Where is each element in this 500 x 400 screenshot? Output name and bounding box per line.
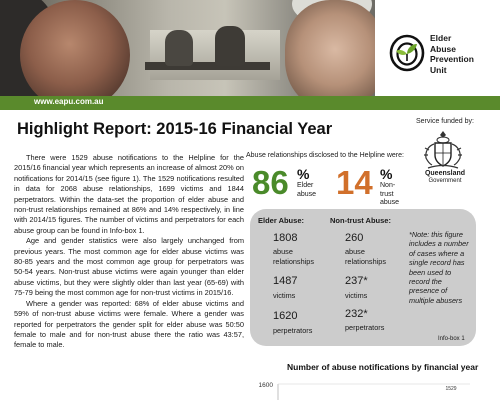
percent-sign: % <box>380 166 393 182</box>
logo-text: Elder Abuse Prevention Unit <box>430 33 474 75</box>
body-text <box>14 153 244 351</box>
notifications-chart <box>250 376 500 400</box>
elder-abuse-stat <box>252 163 317 203</box>
eapu-logo-icon <box>388 32 426 72</box>
website-link[interactable]: www.eapu.com.au <box>34 97 104 106</box>
photo-man <box>285 0 375 96</box>
banner-photo <box>0 0 375 96</box>
y-tick-label: 1600 <box>258 382 273 389</box>
government-label: Queensland Government <box>424 170 466 184</box>
percent-sign: % <box>297 166 310 182</box>
chart-title: Number of abuse notifications by financial year <box>287 362 479 372</box>
non-trust-perpetrators-label: perpetrators <box>345 323 385 332</box>
non-trust-abuse-label: Non-trust abuse <box>380 182 400 206</box>
relationships-heading: Abuse relationships disclosed to the Helpline were: <box>246 152 404 159</box>
elder-relationships-value: 1808 <box>273 232 298 244</box>
elder-abuse-heading: Elder Abuse: <box>258 216 304 225</box>
elder-abuse-percentage: 86 <box>252 164 289 201</box>
body-paragraph: Age and gender statistics were also largely unchanged from previous years. The most common age for elder abuse victims was 80-85 years and the most common age group for perpetrators was 50-54 years. Non-trust abuse victims were again younger than elder abuse victims, but they were slightly older than last year (65-69) with 75-79 being the most common age for non-trust victims in 2015/16. <box>14 236 244 298</box>
queensland-crest-icon <box>420 128 466 172</box>
non-trust-percentage: 14 <box>336 164 373 201</box>
info-box-note: *Note: this figure includes a number of cases where a single record has been used to record the presence of multiple abusers <box>409 230 469 305</box>
non-trust-abuse-stat <box>336 163 400 206</box>
non-trust-abuse-heading: Non-trust Abuse: <box>330 216 391 225</box>
bar-data-label: 1529 <box>445 386 457 392</box>
elder-perpetrators-label: perpetrators <box>273 326 313 335</box>
non-trust-perpetrators-value: 232* <box>345 308 368 320</box>
photo-person-seated <box>165 30 193 66</box>
elder-victims-value: 1487 <box>273 275 298 287</box>
elder-relationships-label: abuse relationships <box>273 247 314 266</box>
photo-bench <box>145 62 270 70</box>
non-trust-relationships-value: 260 <box>345 232 364 244</box>
header-banner <box>0 0 500 110</box>
info-box-caption: Info-box 1 <box>438 336 465 342</box>
body-paragraph: There were 1529 abuse notifications to the Helpline for the 2015/16 financial year which represents an increase of almost 20% on notifications for 2014/15 (see figure 1). The 1529 notifications resulted in data for 2068 abuse relationships, 1699 victims and 1844 perpetrators. Within the data-set the proportion of elder abuse and non-trust relationships remained at 86% and 14% respectively, in line with 2014/15 figures. The number of victims and perpetrators for each abuse group can be found in Info-box 1. <box>14 153 244 235</box>
photo-woman <box>20 0 130 96</box>
elder-abuse-label: Elder abuse <box>297 182 317 198</box>
non-trust-victims-value: 237* <box>345 275 368 287</box>
non-trust-relationships-label: abuse relationships <box>345 247 386 266</box>
elder-victims-label: victims <box>273 291 296 300</box>
page-title: Highlight Report: 2015-16 Financial Year <box>17 120 333 138</box>
body-paragraph: Where a gender was reported: 68% of elder abuse victims and 59% of non-trust abuse victims were female. Where a gender was reported for perpetrators the gender split for elder abuse was 50:50 female to male and for non-trust abuse there the ratio was 43:57, female to male. <box>14 298 244 350</box>
funded-by-label: Service funded by: <box>416 118 474 125</box>
info-box <box>250 209 476 346</box>
non-trust-victims-label: victims <box>345 291 368 300</box>
photo-person-seated <box>215 26 245 66</box>
elder-perpetrators-value: 1620 <box>273 310 298 322</box>
